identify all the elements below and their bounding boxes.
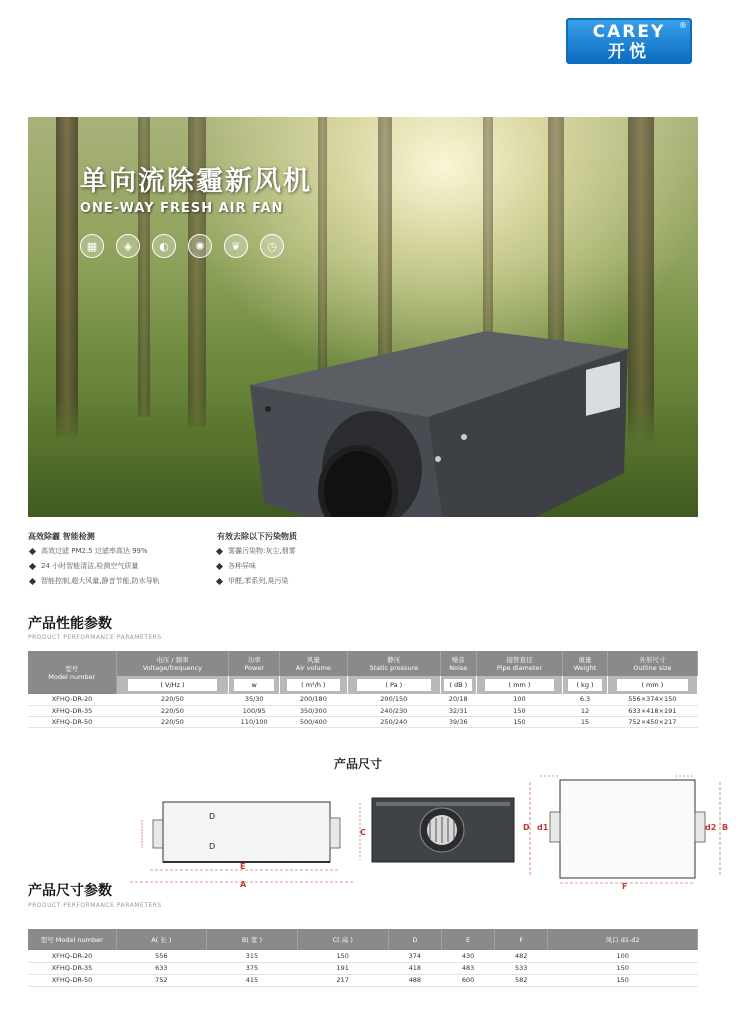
dimensions-title: 产品尺寸 (334, 757, 383, 771)
list-item: 各种异味 (217, 562, 296, 571)
unit-cell: ( mm ) (607, 676, 697, 694)
table-row: XFHQ-DR-35 633 375 191 418 483 533 150 (28, 962, 698, 974)
col-header: 风量 Air volume (280, 651, 348, 676)
logo-text-cn: 开悦 (608, 42, 650, 62)
unit-cell: w (229, 676, 280, 694)
table-row: XFHQ-DR-50 220/50 110/100 500/400 250/240 39/36 150 15 752×450×217 (28, 716, 698, 727)
fan-icon: ✺ (188, 234, 212, 258)
dim-label-d1: d1 (537, 823, 549, 832)
list-item: 雾霾污染物:灰尘,烟雾 (217, 547, 296, 556)
table-row: XFHQ-DR-50 752 415 217 488 600 582 150 (28, 974, 698, 986)
col-header: 电压 / 频率 Voltage/frequency (116, 651, 229, 676)
col-header: 噪音 Noise (440, 651, 476, 676)
features-left-list (30, 547, 160, 586)
col-header: B( 宽 ) (207, 929, 298, 950)
dim-label-d-side: D (523, 823, 530, 832)
features-left-heading: 高效除霾 智能检测 (28, 532, 95, 541)
perf-title: 产品性能参数 (28, 616, 112, 632)
col-header: 型号 Model number (28, 929, 116, 950)
unit-cell: ( m³/h ) (280, 676, 348, 694)
dim-label-f: F (622, 882, 628, 891)
hero-subtitle: ONE-WAY FRESH AIR FAN (80, 201, 284, 216)
dim-table-title: 产品尺寸参数 (28, 883, 112, 899)
feature-icons (80, 234, 284, 258)
col-header: C( 高 ) (297, 929, 388, 950)
table-row: XFHQ-DR-20 220/50 35/30 200/180 200/150 20/18 100 6.3 556×374×150 (28, 694, 698, 705)
leaf-icon: ❦ (224, 234, 248, 258)
dimension-table (28, 929, 698, 987)
unit-cell: ( dB ) (440, 676, 476, 694)
registered-mark: ® (679, 21, 687, 30)
front-view-drawing (360, 798, 514, 862)
dim-table-title-en: PRODUCT PERFORMANCE PARAMETERS (28, 902, 162, 909)
dim-label-b: B (722, 823, 729, 832)
cube-icon: ◈ (116, 234, 140, 258)
list-item: 智能控制,超大风量,静音节能,防水导轨 (30, 577, 160, 586)
list-item: 高效过滤 PM2.5 过滤率高达 99% (30, 547, 160, 556)
logo-text-en: CAREY (592, 22, 666, 42)
col-header: E (441, 929, 494, 950)
unit-cell: ( kg ) (563, 676, 607, 694)
features-right-heading: 有效去除以下污染物质 (217, 532, 297, 541)
col-header: 接管直径 Pipe diameter (476, 651, 563, 676)
top-view-drawing (530, 776, 720, 883)
filter-icon: ▦ (80, 234, 104, 258)
list-item: 甲醛,苯系列,臭污染 (217, 577, 296, 586)
features-right-list (217, 547, 296, 586)
col-header: 外形尺寸 Outline size (607, 651, 697, 676)
dim-label-c: C (360, 828, 366, 837)
perf-title-en: PRODUCT PERFORMANCE PARAMETERS (28, 634, 162, 641)
performance-table (28, 651, 698, 728)
col-header: 重量 Weight (563, 651, 607, 676)
unit-cell: ( mm ) (476, 676, 563, 694)
model-header: 型号 Model number (28, 651, 116, 694)
dim-label-d-top: D (209, 812, 216, 821)
hero-title: 单向流除霾新风机 (80, 166, 312, 197)
dim-label-d-bottom: D (209, 842, 216, 851)
table-row: XFHQ-DR-35 220/50 100/95 350/300 240/230 32/31 150 12 633×418×191 (28, 705, 698, 716)
clock-icon: ◷ (260, 234, 284, 258)
col-header: D (388, 929, 441, 950)
col-header: A( 长 ) (116, 929, 207, 950)
hero-banner (28, 117, 698, 517)
brand-logo (566, 18, 692, 64)
col-header: 风口 d1-d2 (548, 929, 698, 950)
table-row: XFHQ-DR-20 556 315 150 374 430 482 100 (28, 950, 698, 962)
bulb-icon: ◐ (152, 234, 176, 258)
unit-cell: ( Pa ) (347, 676, 440, 694)
col-header: F (495, 929, 548, 950)
dim-label-a: A (240, 880, 247, 889)
col-header: 静压 Static pressure (347, 651, 440, 676)
dim-label-e: E (240, 862, 246, 871)
list-item: 24 小时智能清洁,检测空气质量 (30, 562, 160, 571)
col-header: 功率 Power (229, 651, 280, 676)
dim-label-d2: d2 (705, 823, 717, 832)
unit-cell: ( V/Hz ) (116, 676, 229, 694)
dimension-drawings (120, 770, 740, 895)
